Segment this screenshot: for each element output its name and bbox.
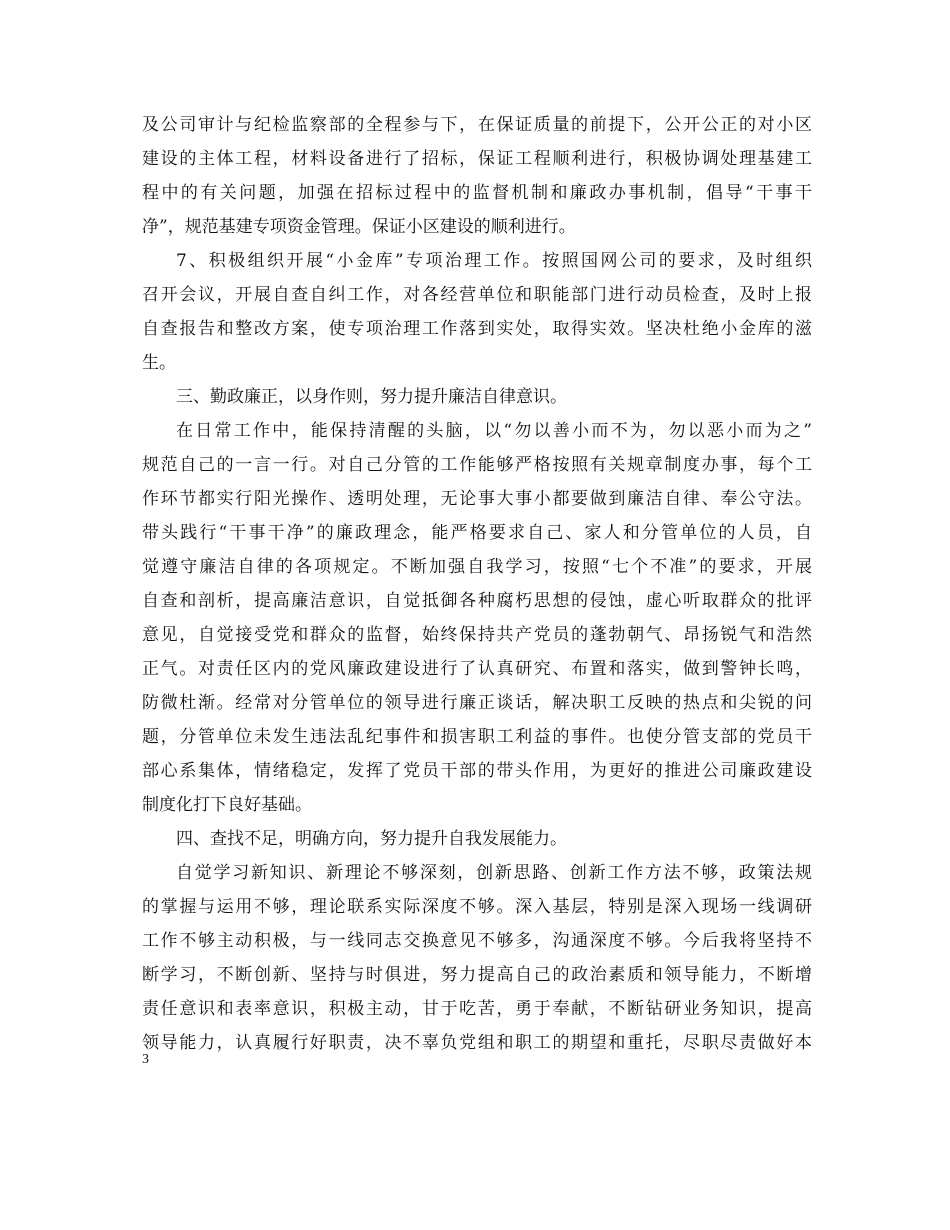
page-number: 3: [142, 1052, 149, 1067]
text-line: 正气。对责任区内的党风廉政建设进行了认真研究、布置和落实，做到警钟长鸣，: [142, 659, 812, 679]
text-line: 题，分管单位未发生违法乱纪事件和损害职工利益的事件。也使分管支部的党员干: [142, 727, 812, 747]
text-line: 及公司审计与纪检监察部的全程参与下，在保证质量的前提下，公开公正的对小区: [142, 115, 812, 135]
text-line: 责任意识和表率意识，积极主动，甘于吃苦，勇于奉献，不断钻研业务知识，提高: [142, 999, 812, 1019]
text-line: 建设的主体工程，材料设备进行了招标，保证工程顺利进行，积极协调处理基建工: [142, 149, 812, 169]
text-line: 意见，自觉接受党和群众的监督，始终保持共产党员的蓬勃朝气、昂扬锐气和浩然: [142, 625, 812, 645]
text-line: 带头践行“干事干净”的廉政理念，能严格要求自己、家人和分管单位的人员，自: [142, 523, 812, 543]
text-line: 部心系集体，情绪稳定，发挥了党员干部的带头作用，为更好的推进公司廉政建设: [142, 761, 812, 781]
text-line: 四、查找不足，明确方向，努力提升自我发展能力。: [176, 829, 567, 849]
text-line: 自觉学习新知识、新理论不够深刻，创新思路、创新工作方法不够，政策法规: [176, 863, 812, 883]
document-body: [142, 108, 812, 1060]
text-line: 规范自己的一言一行。对自己分管的工作能够严格按照有关规章制度办事，每个工: [142, 455, 812, 475]
text-line: 觉遵守廉洁自律的各项规定。不断加强自我学习，按照“七个不准”的要求，开展: [142, 557, 812, 577]
text-line: 自查报告和整改方案，使专项治理工作落到实处，取得实效。坚决杜绝小金库的滋: [142, 319, 812, 339]
text-line: 7、积极组织开展“小金库”专项治理工作。按照国网公司的要求，及时组织: [176, 251, 812, 271]
text-line: 制度化打下良好基础。: [142, 795, 312, 815]
text-line: 程中的有关问题，加强在招标过程中的监督机制和廉政办事机制，倡导“干事干: [142, 183, 812, 203]
text-line: 三、勤政廉正，以身作则，努力提升廉洁自律意识。: [176, 387, 567, 407]
text-line: 领导能力，认真履行好职责，决不辜负党组和职工的期望和重托，尽职尽责做好本: [142, 1033, 812, 1053]
text-line: 召开会议，开展自查自纠工作，对各经营单位和职能部门进行动员检查，及时上报: [142, 285, 812, 305]
text-line: 在日常工作中，能保持清醒的头脑，以“勿以善小而不为，勿以恶小而为之”: [176, 421, 812, 441]
text-line: 的掌握与运用不够，理论联系实际深度不够。深入基层，特别是深入现场一线调研: [142, 897, 812, 917]
text-line: 工作不够主动积极，与一线同志交换意见不够多，沟通深度不够。今后我将坚持不: [142, 931, 812, 951]
text-line: 作环节都实行阳光操作、透明处理，无论事大事小都要做到廉洁自律、奉公守法。: [142, 489, 812, 509]
text-line: 自查和剖析，提高廉洁意识，自觉抵御各种腐朽思想的侵蚀，虚心听取群众的批评: [142, 591, 812, 611]
text-line: 生。: [142, 353, 176, 373]
text-line: 净”，规范基建专项资金管理。保证小区建设的顺利进行。: [142, 217, 576, 237]
text-line: 防微杜渐。经常对分管单位的领导进行廉正谈话，解决职工反映的热点和尖锐的问: [142, 693, 812, 713]
text-line: 断学习，不断创新、坚持与时俱进，努力提高自己的政治素质和领导能力，不断增: [142, 965, 812, 985]
